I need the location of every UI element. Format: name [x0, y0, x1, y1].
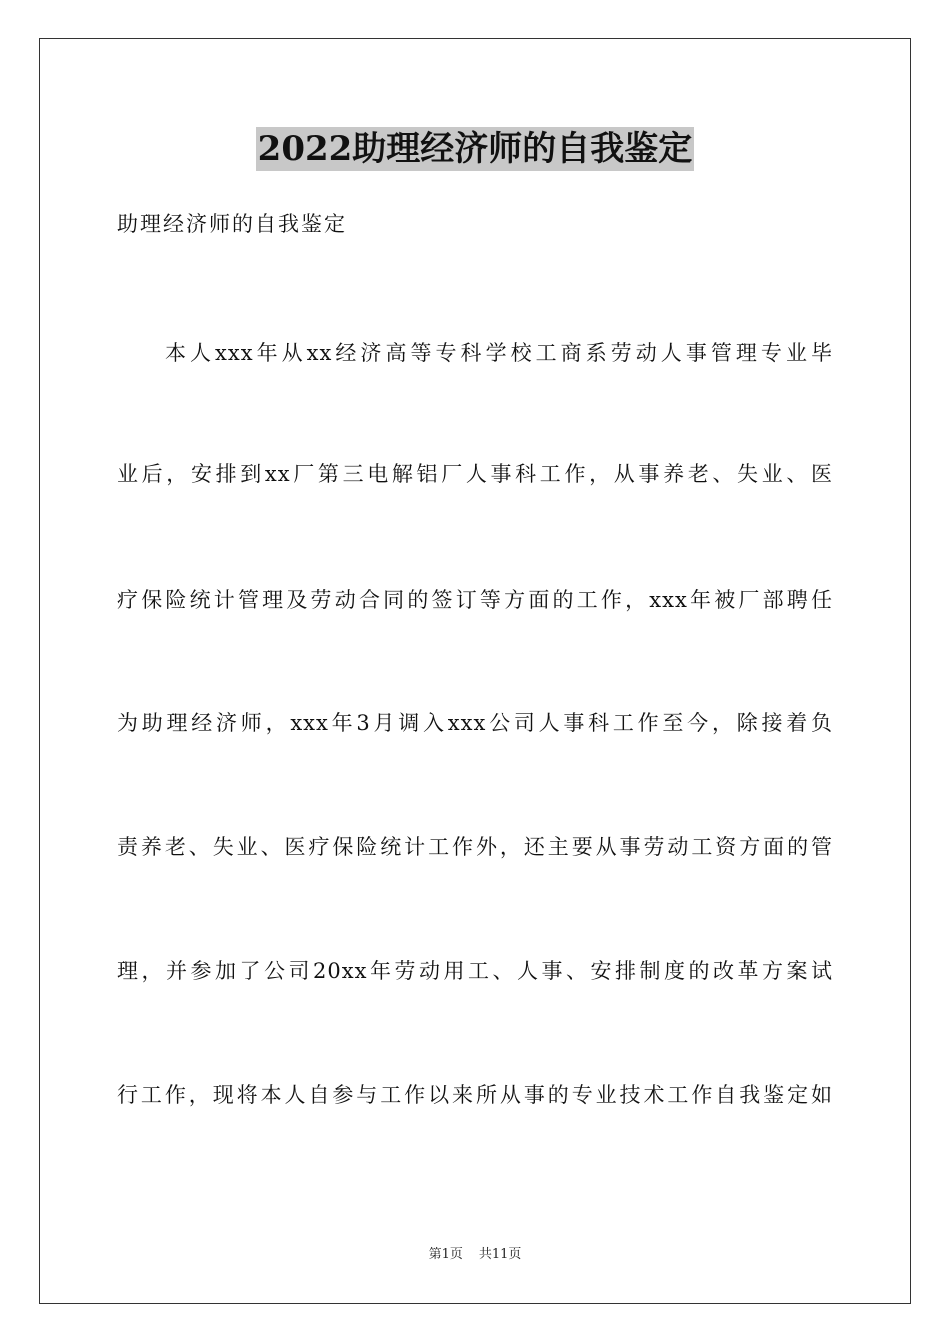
paragraph-line-7: 行工作，现将本人自参与工作以来所从事的专业技术工作自我鉴定如 [117, 1083, 833, 1107]
paragraph-line-1: 本人xxx年从xx经济高等专科学校工商系劳动人事管理专业毕 [165, 341, 833, 365]
paragraph-line-2: 业后，安排到xx厂第三电解铝厂人事科工作，从事养老、失业、医 [117, 462, 833, 486]
page-footer [0, 1245, 950, 1265]
paragraph-line-4: 为助理经济师，xxx年3月调入xxx公司人事科工作至今，除接着负 [117, 711, 833, 735]
title-container [0, 127, 950, 171]
paragraph-line-6: 理，并参加了公司20xx年劳动用工、人事、安排制度的改革方案试 [117, 959, 833, 983]
paragraph-line-3: 疗保险统计管理及劳动合同的签订等方面的工作，xxx年被厂部聘任 [117, 588, 833, 612]
document-subtitle: 助理经济师的自我鉴定 [117, 212, 347, 236]
page-number: 第1页 [428, 1247, 463, 1262]
paragraph-line-5: 责养老、失业、医疗保险统计工作外，还主要从事劳动工资方面的管 [117, 835, 833, 859]
document-title: 2022助理经济师的自我鉴定 [257, 129, 693, 169]
page-total: 共11页 [478, 1247, 522, 1262]
